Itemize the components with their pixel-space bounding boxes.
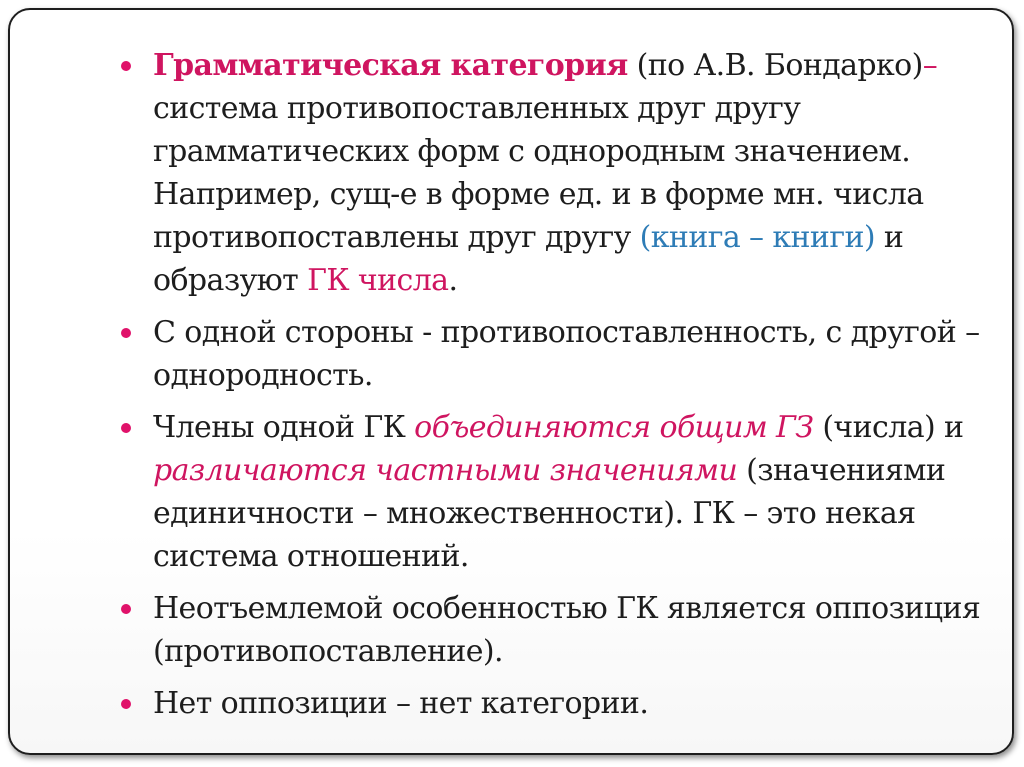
bullet-dot-icon [121,328,131,338]
definition-text-2: и образуют [153,220,904,298]
example-book-books: (книга – книги) [639,220,875,255]
term-grammatical-category: Грамматическая категория [153,48,628,83]
term-source: (по А.В. Бондарко) [627,48,923,83]
gk-number: ГК числа [307,263,449,298]
bullet-item-no-opposition [121,682,1001,725]
members-text-2: (числа) и [813,410,964,445]
definition-end: . [448,263,458,298]
slide-frame [8,8,1014,755]
definition-dash: – [922,48,938,83]
bullet-dot-icon [121,423,131,433]
members-emphasis-differ: различаются частными значениями [153,453,738,488]
bullet-item-opposition-homogeneity [121,311,1001,397]
members-emphasis-united: объединяются общим ГЗ [414,410,814,445]
bullet-dot-icon [121,61,131,71]
bullet-dot-icon [121,699,131,709]
bullet-list [121,44,1001,734]
bullet-item-inherent-feature [121,587,1001,673]
bullet-text: Нет оппозиции – нет категории. [153,686,649,721]
bullet-text: Неотъемлемой особенностью ГК является оппозиция (противопоставление). [153,591,981,669]
bullet-item-definition [121,44,1001,302]
definition-text: система противопоставленных друг другу грамматических форм с однородным значением. Например, сущ-е в форме ед. и в форме мн. числа противопоставлены друг другу [153,91,924,255]
bullet-dot-icon [121,604,131,614]
members-text-3: (значениями единичности – множественности). ГК – это некая система отношений. [153,453,946,574]
bullet-item-members [121,406,1001,578]
members-text-1: Члены одной ГК [153,410,415,445]
bullet-text: С одной стороны - противопоставленность, с другой – однородность. [153,315,980,393]
